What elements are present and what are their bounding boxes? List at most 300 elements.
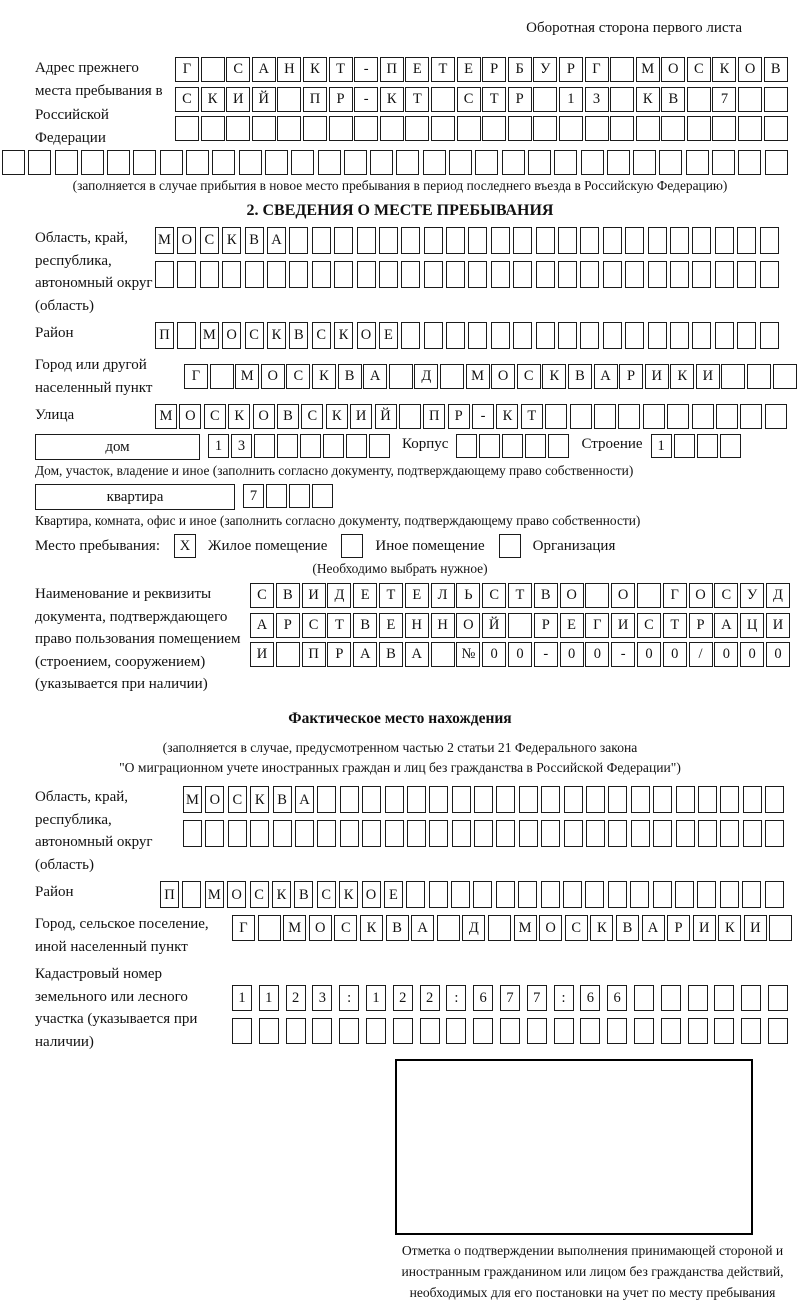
char-box[interactable]: 1 — [259, 985, 279, 1011]
char-box[interactable]: Т — [521, 404, 543, 429]
char-box[interactable]: Т — [329, 57, 353, 82]
char-box[interactable]: 0 — [766, 642, 790, 667]
char-box[interactable]: К — [670, 364, 694, 389]
char-box[interactable] — [631, 786, 650, 813]
char-box[interactable]: Д — [414, 364, 438, 389]
char-box[interactable]: К — [360, 915, 383, 941]
char-box[interactable] — [670, 227, 689, 254]
char-box[interactable] — [513, 322, 532, 349]
char-box[interactable] — [637, 583, 661, 608]
char-box[interactable] — [431, 642, 455, 667]
char-box[interactable] — [250, 820, 269, 847]
char-box[interactable]: Т — [508, 583, 532, 608]
char-box[interactable] — [760, 227, 779, 254]
char-box[interactable] — [545, 404, 567, 429]
char-box[interactable] — [407, 786, 426, 813]
char-box[interactable]: 3 — [231, 434, 252, 458]
char-box[interactable]: О — [177, 227, 196, 254]
char-box[interactable] — [457, 116, 481, 141]
char-box[interactable] — [177, 261, 196, 288]
char-box[interactable]: В — [273, 786, 292, 813]
char-box[interactable] — [474, 786, 493, 813]
char-box[interactable]: Н — [431, 613, 455, 638]
char-box[interactable] — [631, 820, 650, 847]
char-box[interactable]: О — [560, 583, 584, 608]
char-box[interactable] — [686, 150, 709, 175]
char-box[interactable]: Г — [232, 915, 255, 941]
char-box[interactable] — [449, 150, 472, 175]
char-box[interactable]: 1 — [651, 434, 672, 458]
char-box[interactable]: И — [645, 364, 669, 389]
char-box[interactable] — [406, 881, 425, 908]
char-box[interactable] — [183, 820, 202, 847]
char-box[interactable]: О — [205, 786, 224, 813]
char-box[interactable]: Р — [448, 404, 470, 429]
char-box[interactable] — [653, 786, 672, 813]
char-box[interactable]: М — [636, 57, 660, 82]
char-box[interactable] — [653, 881, 672, 908]
char-box[interactable] — [580, 1018, 600, 1044]
char-box[interactable] — [765, 786, 784, 813]
char-box[interactable] — [698, 786, 717, 813]
char-box[interactable]: В — [616, 915, 639, 941]
char-box[interactable] — [473, 881, 492, 908]
char-box[interactable] — [720, 434, 741, 458]
char-box[interactable]: Р — [619, 364, 643, 389]
char-box[interactable] — [737, 261, 756, 288]
char-box[interactable]: К — [228, 404, 250, 429]
char-box[interactable]: В — [764, 57, 788, 82]
char-box[interactable] — [738, 116, 762, 141]
char-box[interactable] — [258, 915, 281, 941]
char-box[interactable]: П — [155, 322, 174, 349]
char-box[interactable] — [407, 820, 426, 847]
char-box[interactable]: С — [204, 404, 226, 429]
char-box[interactable]: В — [289, 322, 308, 349]
char-box[interactable] — [558, 322, 577, 349]
char-box[interactable]: В — [277, 404, 299, 429]
char-box[interactable]: - — [354, 87, 378, 112]
char-box[interactable]: К — [326, 404, 348, 429]
char-box[interactable]: А — [295, 786, 314, 813]
char-box[interactable] — [742, 881, 761, 908]
char-box[interactable]: С — [250, 583, 274, 608]
char-box[interactable]: - — [472, 404, 494, 429]
char-box[interactable] — [482, 116, 506, 141]
char-box[interactable] — [200, 261, 219, 288]
char-box[interactable] — [205, 820, 224, 847]
char-box[interactable] — [768, 985, 788, 1011]
char-box[interactable]: 2 — [286, 985, 306, 1011]
char-box[interactable]: В — [534, 583, 558, 608]
char-box[interactable] — [399, 404, 421, 429]
char-box[interactable]: Е — [353, 583, 377, 608]
char-box[interactable]: С — [714, 583, 738, 608]
char-box[interactable]: Е — [560, 613, 584, 638]
char-box[interactable] — [765, 881, 784, 908]
char-box[interactable] — [431, 87, 455, 112]
char-box[interactable]: 3 — [585, 87, 609, 112]
char-box[interactable] — [340, 820, 359, 847]
char-box[interactable]: С — [517, 364, 541, 389]
char-box[interactable] — [312, 484, 333, 508]
char-box[interactable] — [401, 227, 420, 254]
char-box[interactable] — [177, 322, 196, 349]
char-box[interactable] — [446, 322, 465, 349]
char-box[interactable]: М — [205, 881, 224, 908]
char-box[interactable]: 1 — [366, 985, 386, 1011]
char-box[interactable] — [226, 116, 250, 141]
char-box[interactable] — [312, 261, 331, 288]
char-box[interactable] — [765, 150, 788, 175]
char-box[interactable] — [312, 1018, 332, 1044]
char-box[interactable] — [634, 1018, 654, 1044]
char-box[interactable] — [405, 116, 429, 141]
char-box[interactable]: 7 — [527, 985, 547, 1011]
char-box[interactable] — [318, 150, 341, 175]
char-box[interactable] — [273, 820, 292, 847]
char-box[interactable] — [513, 261, 532, 288]
char-box[interactable]: : — [339, 985, 359, 1011]
char-box[interactable] — [491, 227, 510, 254]
char-box[interactable]: Р — [329, 87, 353, 112]
char-box[interactable]: К — [712, 57, 736, 82]
char-box[interactable]: Р — [327, 642, 351, 667]
char-box[interactable] — [607, 1018, 627, 1044]
char-box[interactable]: О — [222, 322, 241, 349]
char-box[interactable] — [401, 322, 420, 349]
char-box[interactable] — [633, 150, 656, 175]
char-box[interactable] — [618, 404, 640, 429]
char-box[interactable]: В — [568, 364, 592, 389]
char-box[interactable] — [648, 227, 667, 254]
char-box[interactable] — [429, 786, 448, 813]
char-box[interactable] — [670, 261, 689, 288]
char-box[interactable] — [667, 404, 689, 429]
char-box[interactable] — [474, 820, 493, 847]
char-box[interactable] — [738, 87, 762, 112]
char-box[interactable]: М — [183, 786, 202, 813]
char-box[interactable] — [437, 915, 460, 941]
char-box[interactable] — [429, 881, 448, 908]
char-box[interactable]: Г — [585, 613, 609, 638]
char-box[interactable]: Р — [534, 613, 558, 638]
char-box[interactable] — [558, 227, 577, 254]
char-box[interactable] — [201, 57, 225, 82]
char-box[interactable] — [541, 881, 560, 908]
char-box[interactable] — [676, 820, 695, 847]
char-box[interactable] — [536, 261, 555, 288]
char-box[interactable] — [675, 881, 694, 908]
char-box[interactable] — [210, 364, 234, 389]
char-box[interactable]: : — [446, 985, 466, 1011]
char-box[interactable]: О — [689, 583, 713, 608]
char-box[interactable] — [737, 322, 756, 349]
char-box[interactable]: Р — [508, 87, 532, 112]
char-box[interactable] — [625, 227, 644, 254]
char-box[interactable] — [502, 150, 525, 175]
char-box[interactable] — [519, 820, 538, 847]
char-box[interactable] — [424, 322, 443, 349]
char-box[interactable] — [182, 881, 201, 908]
char-box[interactable] — [431, 116, 455, 141]
char-box[interactable] — [2, 150, 25, 175]
char-box[interactable]: Е — [405, 57, 429, 82]
char-box[interactable] — [692, 227, 711, 254]
char-box[interactable] — [533, 116, 557, 141]
char-box[interactable]: О — [179, 404, 201, 429]
char-box[interactable] — [357, 227, 376, 254]
char-box[interactable] — [370, 150, 393, 175]
char-box[interactable] — [317, 786, 336, 813]
checkbox-organizatsiya[interactable] — [499, 534, 521, 558]
char-box[interactable]: 6 — [607, 985, 627, 1011]
char-box[interactable] — [585, 583, 609, 608]
char-box[interactable]: Г — [175, 57, 199, 82]
char-box[interactable] — [670, 322, 689, 349]
char-box[interactable]: М — [514, 915, 537, 941]
char-box[interactable]: К — [542, 364, 566, 389]
char-box[interactable]: 0 — [663, 642, 687, 667]
char-box[interactable] — [479, 434, 500, 458]
char-box[interactable]: Д — [766, 583, 790, 608]
char-box[interactable]: М — [466, 364, 490, 389]
char-box[interactable]: Г — [184, 364, 208, 389]
char-box[interactable]: П — [423, 404, 445, 429]
char-box[interactable] — [580, 227, 599, 254]
char-box[interactable] — [340, 786, 359, 813]
char-box[interactable]: О — [491, 364, 515, 389]
char-box[interactable] — [764, 116, 788, 141]
char-box[interactable]: А — [411, 915, 434, 941]
char-box[interactable] — [424, 261, 443, 288]
char-box[interactable]: Р — [482, 57, 506, 82]
char-box[interactable] — [385, 820, 404, 847]
char-box[interactable]: Т — [663, 613, 687, 638]
char-box[interactable]: Д — [462, 915, 485, 941]
char-box[interactable] — [586, 786, 605, 813]
char-box[interactable]: К — [267, 322, 286, 349]
char-box[interactable] — [585, 116, 609, 141]
char-box[interactable] — [500, 1018, 520, 1044]
char-box[interactable] — [303, 116, 327, 141]
char-box[interactable]: П — [380, 57, 404, 82]
char-box[interactable]: К — [222, 227, 241, 254]
char-box[interactable] — [608, 820, 627, 847]
char-box[interactable] — [401, 261, 420, 288]
char-box[interactable] — [28, 150, 51, 175]
char-box[interactable] — [564, 820, 583, 847]
char-box[interactable] — [661, 1018, 681, 1044]
char-box[interactable] — [721, 364, 745, 389]
char-box[interactable]: К — [380, 87, 404, 112]
char-box[interactable]: С — [250, 881, 269, 908]
char-box[interactable] — [741, 985, 761, 1011]
char-box[interactable]: О — [539, 915, 562, 941]
char-box[interactable]: Й — [482, 613, 506, 638]
char-box[interactable]: С — [637, 613, 661, 638]
char-box[interactable]: Ь — [456, 583, 480, 608]
char-box[interactable] — [692, 322, 711, 349]
char-box[interactable] — [429, 820, 448, 847]
char-box[interactable]: К — [718, 915, 741, 941]
char-box[interactable]: Т — [327, 613, 351, 638]
char-box[interactable] — [643, 404, 665, 429]
char-box[interactable] — [496, 820, 515, 847]
char-box[interactable] — [160, 150, 183, 175]
char-box[interactable] — [107, 150, 130, 175]
char-box[interactable]: 2 — [393, 985, 413, 1011]
char-box[interactable]: И — [696, 364, 720, 389]
char-box[interactable] — [277, 434, 298, 458]
char-box[interactable] — [688, 1018, 708, 1044]
char-box[interactable] — [55, 150, 78, 175]
char-box[interactable] — [610, 87, 634, 112]
char-box[interactable] — [295, 820, 314, 847]
char-box[interactable]: Т — [482, 87, 506, 112]
char-box[interactable] — [452, 820, 471, 847]
char-box[interactable]: С — [245, 322, 264, 349]
char-box[interactable] — [155, 261, 174, 288]
char-box[interactable]: Е — [405, 583, 429, 608]
char-box[interactable] — [289, 261, 308, 288]
char-box[interactable] — [291, 150, 314, 175]
char-box[interactable]: А — [642, 915, 665, 941]
char-box[interactable] — [715, 261, 734, 288]
char-box[interactable]: К — [339, 881, 358, 908]
char-box[interactable]: К — [272, 881, 291, 908]
char-box[interactable] — [245, 261, 264, 288]
char-box[interactable] — [554, 1018, 574, 1044]
char-box[interactable] — [276, 642, 300, 667]
char-box[interactable]: В — [379, 642, 403, 667]
char-box[interactable] — [277, 87, 301, 112]
char-box[interactable]: Р — [667, 915, 690, 941]
char-box[interactable]: 7 — [243, 484, 264, 508]
char-box[interactable] — [519, 786, 538, 813]
char-box[interactable]: И — [744, 915, 767, 941]
char-box[interactable] — [446, 227, 465, 254]
char-box[interactable]: О — [362, 881, 381, 908]
char-box[interactable]: С — [334, 915, 357, 941]
char-box[interactable] — [393, 1018, 413, 1044]
char-box[interactable] — [765, 404, 787, 429]
char-box[interactable] — [357, 261, 376, 288]
checkbox-zhiloe[interactable]: X — [174, 534, 196, 558]
char-box[interactable]: : — [554, 985, 574, 1011]
char-box[interactable] — [456, 434, 477, 458]
char-box[interactable] — [312, 227, 331, 254]
char-box[interactable] — [334, 227, 353, 254]
char-box[interactable]: П — [302, 642, 326, 667]
char-box[interactable] — [714, 1018, 734, 1044]
char-box[interactable] — [674, 434, 695, 458]
char-box[interactable]: Р — [689, 613, 713, 638]
char-box[interactable]: П — [160, 881, 179, 908]
char-box[interactable] — [634, 985, 654, 1011]
char-box[interactable] — [698, 820, 717, 847]
char-box[interactable]: 1 — [208, 434, 229, 458]
char-box[interactable] — [716, 404, 738, 429]
char-box[interactable]: А — [594, 364, 618, 389]
char-box[interactable] — [286, 1018, 306, 1044]
char-box[interactable] — [610, 116, 634, 141]
char-box[interactable] — [186, 150, 209, 175]
char-box[interactable] — [720, 786, 739, 813]
char-box[interactable]: И — [693, 915, 716, 941]
char-box[interactable] — [720, 881, 739, 908]
char-box[interactable] — [738, 150, 761, 175]
char-box[interactable]: С — [687, 57, 711, 82]
char-box[interactable] — [451, 881, 470, 908]
char-box[interactable]: Н — [277, 57, 301, 82]
char-box[interactable]: А — [714, 613, 738, 638]
char-box[interactable] — [424, 227, 443, 254]
char-box[interactable] — [625, 261, 644, 288]
char-box[interactable]: 0 — [508, 642, 532, 667]
char-box[interactable] — [743, 786, 762, 813]
char-box[interactable]: Р — [276, 613, 300, 638]
char-box[interactable]: К — [312, 364, 336, 389]
char-box[interactable]: 6 — [580, 985, 600, 1011]
char-box[interactable]: 7 — [500, 985, 520, 1011]
char-box[interactable] — [541, 820, 560, 847]
char-box[interactable] — [659, 150, 682, 175]
char-box[interactable]: О — [456, 613, 480, 638]
char-box[interactable]: 0 — [740, 642, 764, 667]
char-box[interactable] — [563, 881, 582, 908]
char-box[interactable] — [527, 1018, 547, 1044]
char-box[interactable] — [525, 434, 546, 458]
char-box[interactable]: М — [200, 322, 219, 349]
char-box[interactable]: К — [590, 915, 613, 941]
char-box[interactable] — [175, 116, 199, 141]
char-box[interactable] — [760, 322, 779, 349]
char-box[interactable]: Г — [663, 583, 687, 608]
char-box[interactable] — [697, 434, 718, 458]
char-box[interactable]: О — [611, 583, 635, 608]
char-box[interactable]: 0 — [482, 642, 506, 667]
char-box[interactable]: Р — [559, 57, 583, 82]
char-box[interactable]: А — [353, 642, 377, 667]
char-box[interactable] — [252, 116, 276, 141]
char-box[interactable] — [468, 227, 487, 254]
char-box[interactable]: 7 — [712, 87, 736, 112]
char-box[interactable] — [423, 150, 446, 175]
char-box[interactable]: К — [201, 87, 225, 112]
char-box[interactable] — [475, 150, 498, 175]
char-box[interactable]: У — [533, 57, 557, 82]
char-box[interactable] — [603, 227, 622, 254]
char-box[interactable] — [354, 116, 378, 141]
char-box[interactable] — [502, 434, 523, 458]
char-box[interactable]: 3 — [312, 985, 332, 1011]
char-box[interactable] — [533, 87, 557, 112]
char-box[interactable] — [747, 364, 771, 389]
char-box[interactable] — [362, 786, 381, 813]
char-box[interactable] — [715, 227, 734, 254]
char-box[interactable] — [608, 881, 627, 908]
char-box[interactable] — [334, 261, 353, 288]
char-box[interactable]: И — [250, 642, 274, 667]
char-box[interactable] — [603, 261, 622, 288]
char-box[interactable]: С — [565, 915, 588, 941]
char-box[interactable] — [380, 116, 404, 141]
char-box[interactable] — [585, 881, 604, 908]
char-box[interactable] — [323, 434, 344, 458]
char-box[interactable]: Л — [431, 583, 455, 608]
char-box[interactable] — [712, 116, 736, 141]
